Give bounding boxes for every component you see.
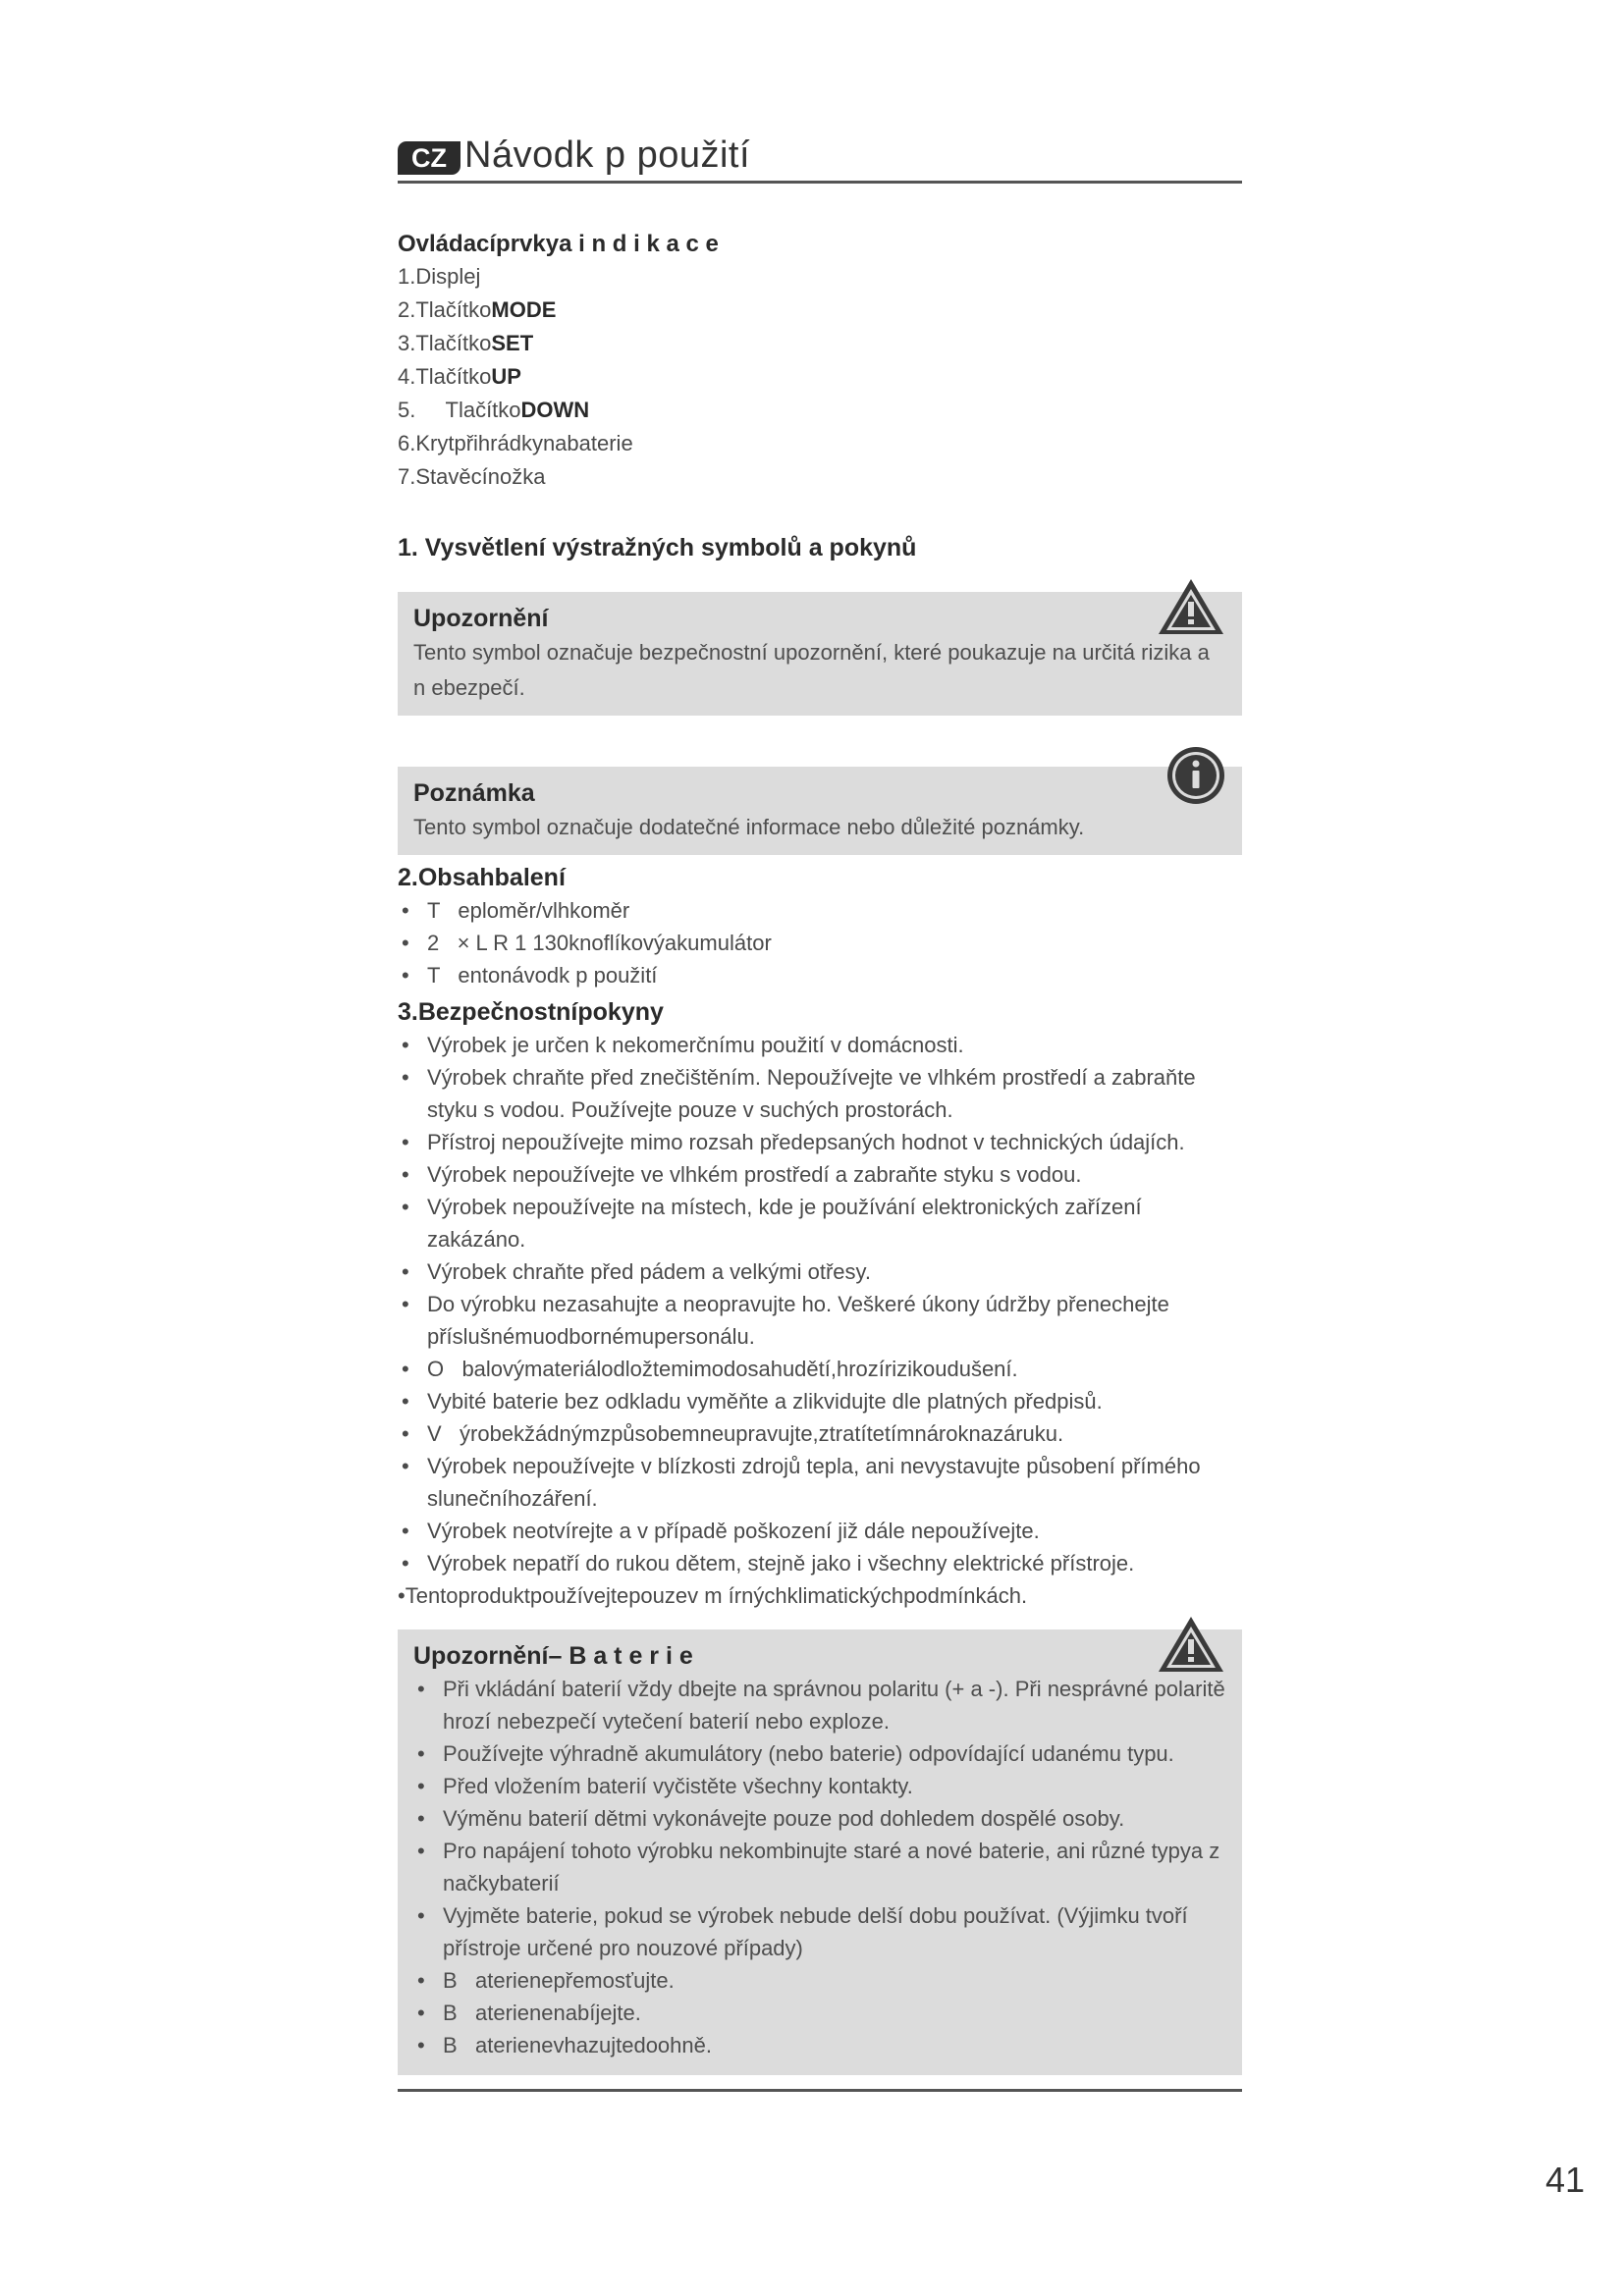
- warning-box: [398, 592, 1242, 716]
- safety-section: [398, 995, 1242, 1612]
- list-item: • Výměnu baterií dětmi vykonávejte pouze pod dohledem dospělé osoby.: [413, 1802, 1226, 1835]
- info-icon: [1165, 745, 1226, 806]
- note-box: [398, 767, 1242, 855]
- list-item: • B aterienevhazujtedoohně.: [413, 2029, 1226, 2061]
- battery-box-title: Upozornění– B a t e r i e: [413, 1642, 693, 1670]
- page-header: [398, 118, 1242, 175]
- list-item: • Při vkládání baterií vždy dbejte na správnou polaritu (+ a -). Při nesprávné polaritě hrozí nebezpečí vytečení baterií nebo exploze.: [413, 1673, 1226, 1737]
- controls-item: 4.TlačítkoUP: [398, 364, 521, 389]
- warning-triangle-icon: [1156, 1614, 1226, 1675]
- section-1-title: 1. Vysvětlení výstražných symbolů a pokynů: [398, 534, 917, 561]
- climate-conditions-line: •Tentoproduktpoužívejtepouzev m írnýchklimatickýchpodmínkách.: [398, 1583, 1028, 1608]
- warning-box-title: Upozornění: [413, 605, 549, 632]
- list-item: • Do výrobku nezasahujte a neopravujte ho. Veškeré úkony údržby přenechejte příslušnémuodbornémupersonálu.: [398, 1288, 1242, 1353]
- list-item: • T eploměr/vlhkoměr: [398, 894, 1242, 927]
- section-3-title: 3.Bezpečnostnípokyny: [398, 998, 664, 1026]
- package-contents-list: [398, 894, 1242, 991]
- list-item: • Před vložením baterií vyčistěte všechny kontakty.: [413, 1770, 1226, 1802]
- list-item: • Výrobek nepoužívejte na místech, kde je používání elektronických zařízení zakázáno.: [398, 1191, 1242, 1255]
- controls-item: 6.Krytpřihrádkynabaterie: [398, 431, 633, 455]
- list-item: • Výrobek nepoužívejte v blízkosti zdrojů tepla, ani nevystavujte působení přímého slunečníhozáření.: [398, 1450, 1242, 1515]
- battery-list: [413, 1673, 1226, 2061]
- list-item: • B aterienenabíjejte.: [413, 1997, 1226, 2029]
- list-item: • B aterienepřemosťujte.: [413, 1964, 1226, 1997]
- controls-item: 3.TlačítkoSET: [398, 331, 534, 355]
- list-item: • Výrobek chraňte před znečištěním. Nepoužívejte ve vlhkém prostředí a zabraňte styku s vodou. Používejte pouze v suchých prostorách.: [398, 1061, 1242, 1126]
- controls-section: [398, 229, 1242, 494]
- controls-list: [398, 260, 1242, 494]
- list-item: • Výrobek nepoužívejte ve vlhkém prostředí a zabraňte styku s vodou.: [398, 1158, 1242, 1191]
- controls-item: 5. TlačítkoDOWN: [398, 398, 590, 422]
- controls-item: 2.TlačítkoMODE: [398, 297, 557, 322]
- list-item: • V ýrobekžádnýmzpůsobemneupravujte,ztratítetímnároknazáruku.: [398, 1417, 1242, 1450]
- controls-item: 1.Displej: [398, 264, 481, 289]
- language-badge: CZ: [398, 141, 460, 175]
- header-divider: [398, 181, 1242, 184]
- controls-item: 7.Stavěcínožka: [398, 464, 546, 489]
- package-contents-section: [398, 861, 1242, 991]
- list-item: • Výrobek nepatří do rukou dětem, stejně jako i všechny elektrické přístroje.: [398, 1547, 1242, 1579]
- list-item: • Výrobek je určen k nekomerčnímu použití v domácnosti.: [398, 1029, 1242, 1061]
- list-item: • T entonávodk p použití: [398, 959, 1242, 991]
- safety-list: [398, 1029, 1242, 1579]
- note-box-title: Poznámka: [413, 779, 535, 807]
- list-item: • O balovýmateriálodložtemimodosahudětí,hrozírizikoudušení.: [398, 1353, 1242, 1385]
- footer-divider: [398, 2089, 1242, 2092]
- list-item: • Vybité baterie bez odkladu vyměňte a zlikvidujte dle platných předpisů.: [398, 1385, 1242, 1417]
- list-item: • Výrobek neotvírejte a v případě poškození již dále nepoužívejte.: [398, 1515, 1242, 1547]
- note-box-text: Tento symbol označuje dodatečné informace nebo důležité poznámky.: [413, 815, 1085, 839]
- list-item: • Vyjměte baterie, pokud se výrobek nebude delší dobu používat. (Výjimku tvoří přístroje určené pro nouzové případy): [413, 1899, 1226, 1964]
- list-item: • Přístroj nepoužívejte mimo rozsah předepsaných hodnot v technických údajích.: [398, 1126, 1242, 1158]
- warning-box-text: Tento symbol označuje bezpečnostní upozornění, které poukazuje na určitá rizika a n ebezpečí.: [413, 640, 1210, 700]
- list-item: • 2 × L R 1 130knoflíkovýakumulátor: [398, 927, 1242, 959]
- warning-triangle-icon: [1156, 576, 1226, 637]
- manual-page: [398, 118, 1242, 2092]
- list-item: • Pro napájení tohoto výrobku nekombinujte staré a nové baterie, ani různé typya z načkybaterií: [413, 1835, 1226, 1899]
- page-number: 41: [1544, 2160, 1585, 2200]
- list-item: • Výrobek chraňte před pádem a velkými otřesy.: [398, 1255, 1242, 1288]
- battery-warning-box: [398, 1629, 1242, 2075]
- section-2-title: 2.Obsahbalení: [398, 864, 566, 891]
- list-item: • Používejte výhradně akumulátory (nebo baterie) odpovídající udanému typu.: [413, 1737, 1226, 1770]
- page-title: Návodk p použití: [464, 134, 751, 176]
- controls-title: Ovládacíprvkya i n d i k a c e: [398, 231, 719, 257]
